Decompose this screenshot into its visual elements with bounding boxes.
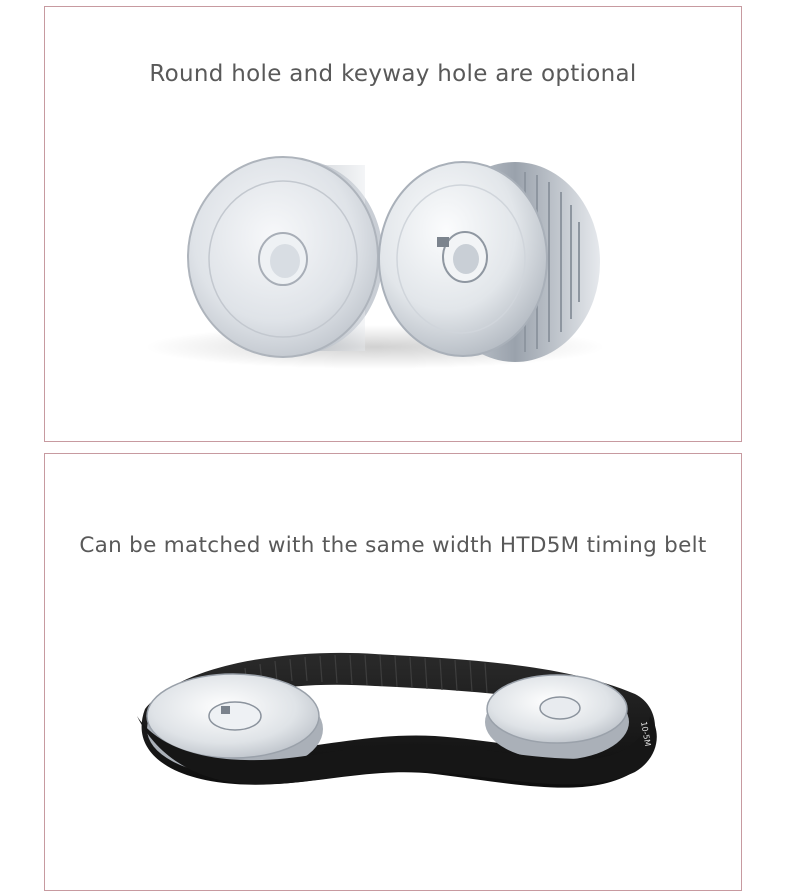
product-panel-pulleys [44,6,742,442]
panel-caption: Can be matched with the same width HTD5M timing belt [79,533,707,558]
belt-assembly-photo [45,454,742,891]
belt-print: 10-5M [639,720,653,748]
round-bore-pulley [188,157,383,357]
pulley-pair-photo [45,7,742,442]
product-panel-belt [44,453,742,891]
round-pulley-in-belt [485,675,629,760]
keyway-notch [437,237,449,247]
panel-caption: Round hole and keyway hole are optional [149,61,637,87]
keyway-bore-pulley [379,162,600,362]
